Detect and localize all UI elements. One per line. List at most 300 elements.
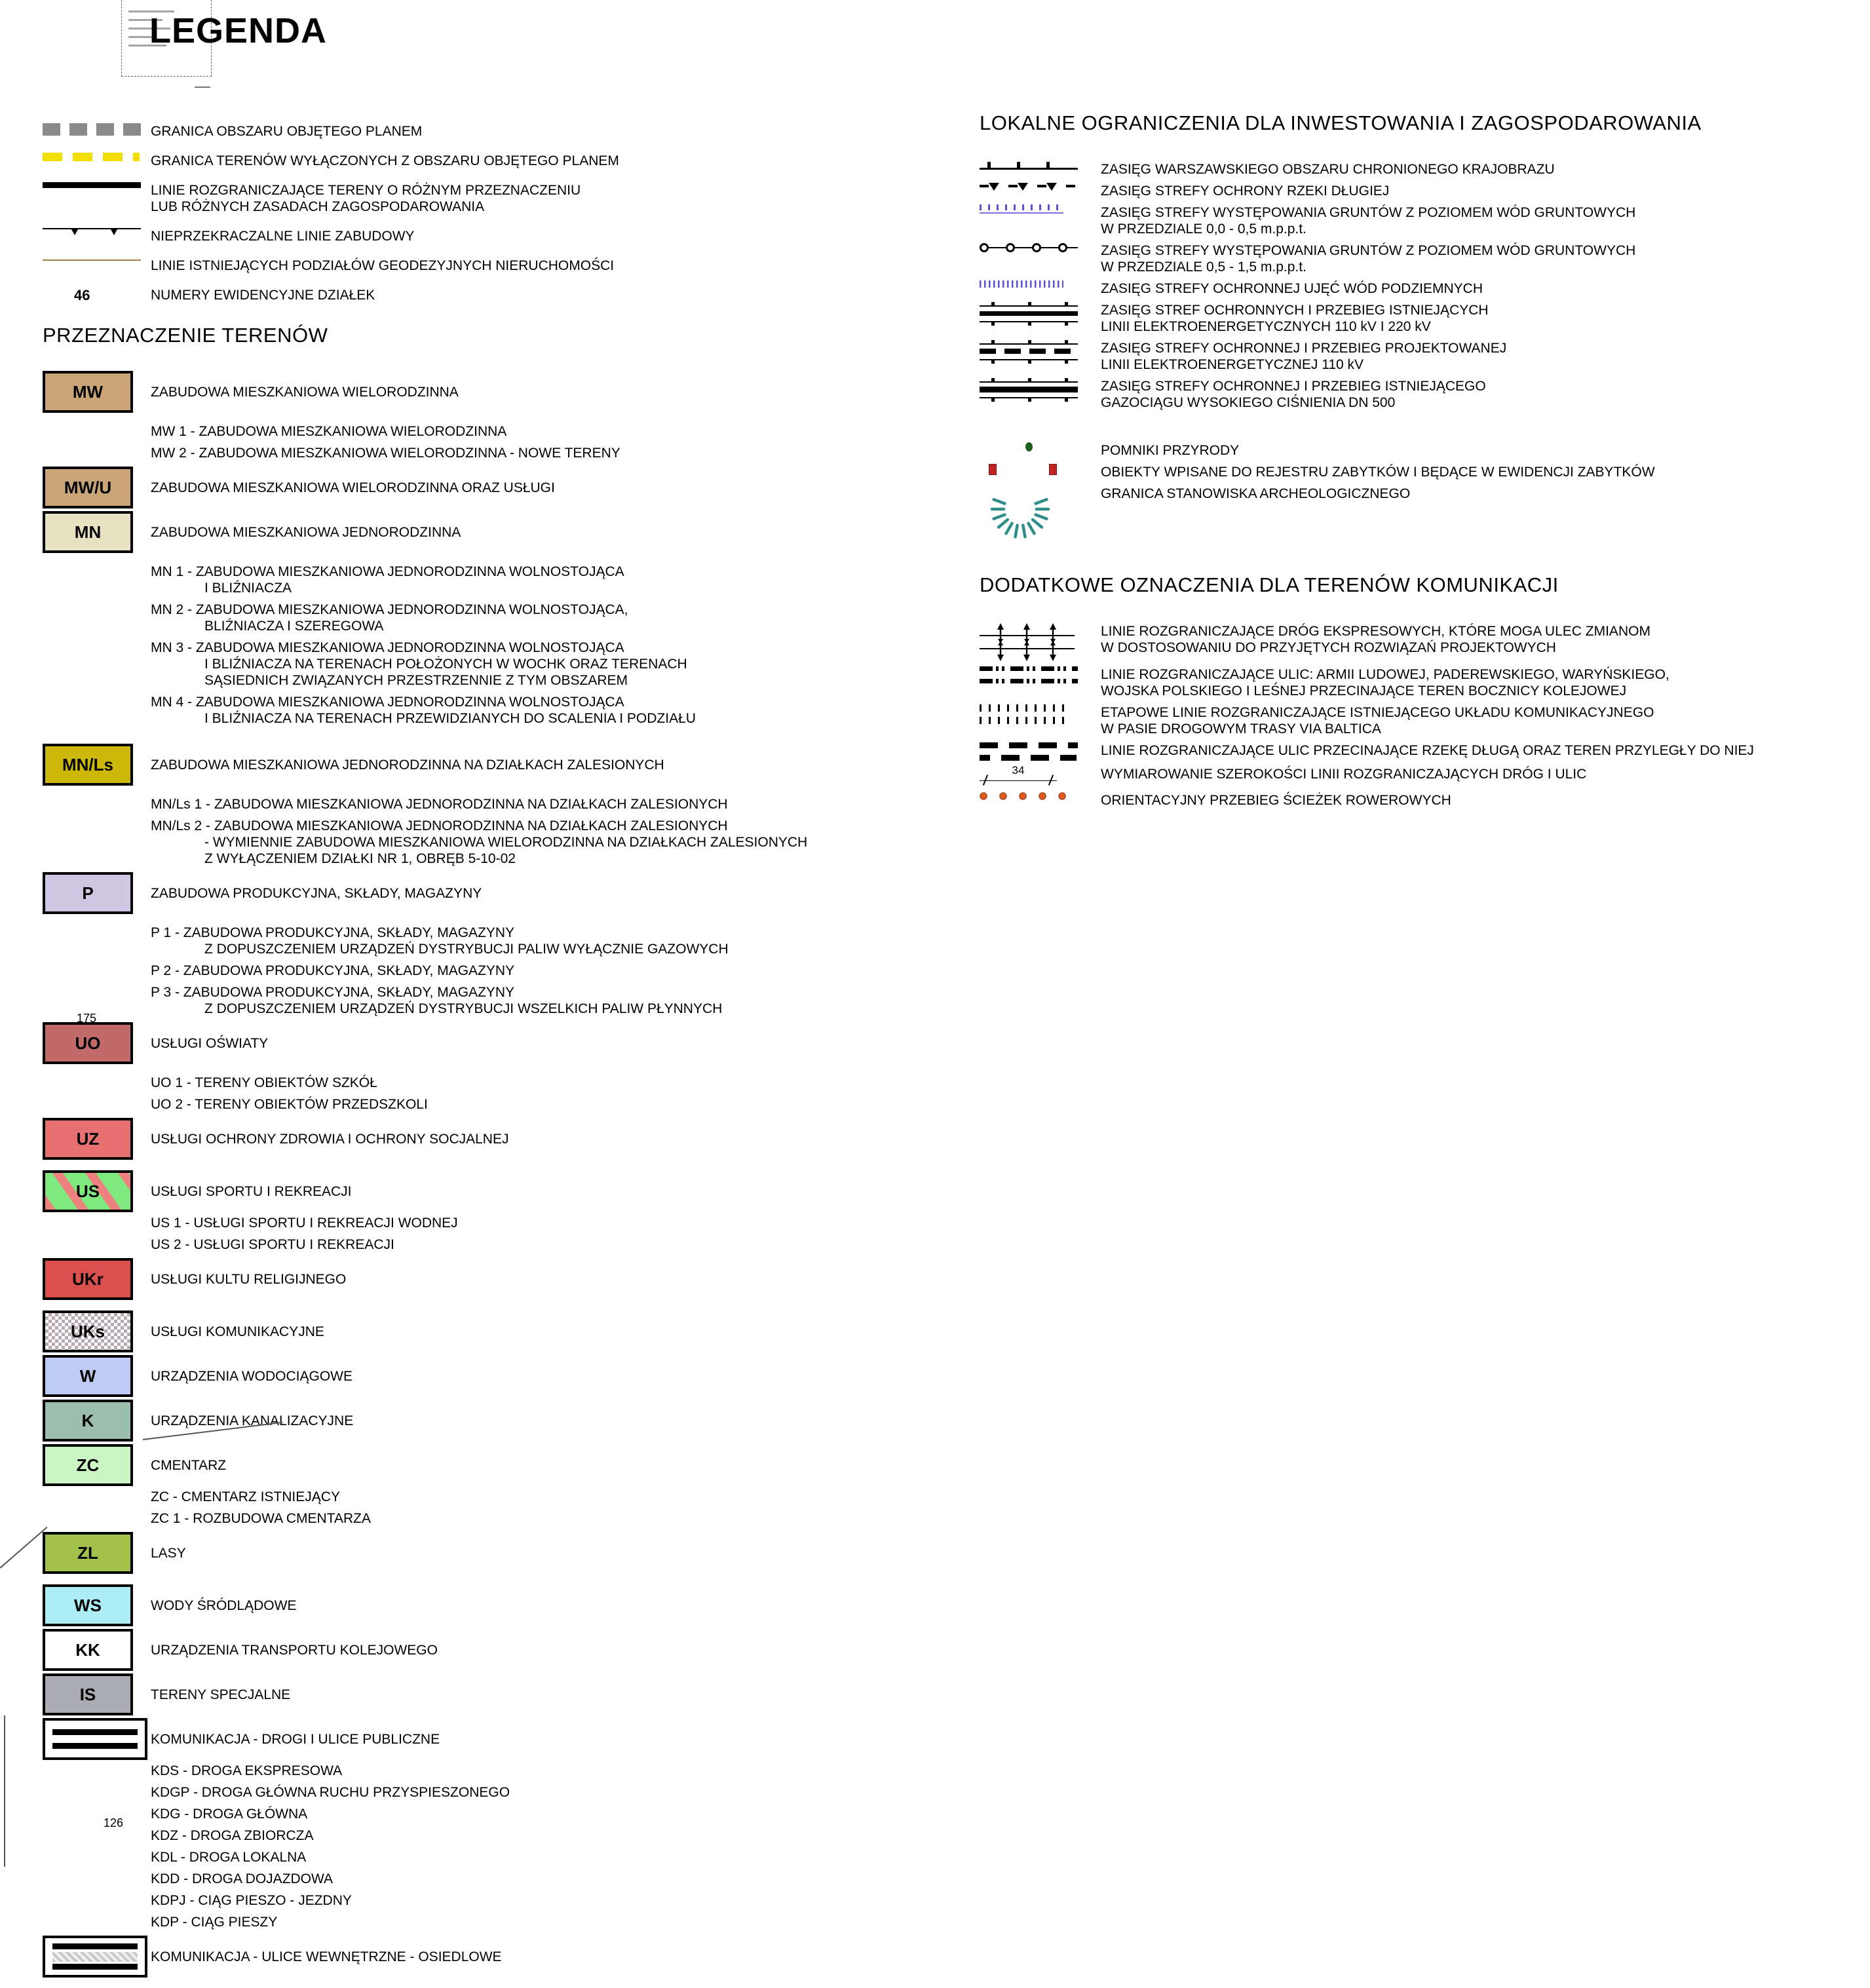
legend-label-line: ZASIĘG STREF OCHRONNYCH I PRZEBIEG ISTNIEJĄCYCH bbox=[1101, 303, 1489, 318]
label-cell bbox=[1101, 378, 1867, 411]
legend-label-line: TERENY SPECJALNE bbox=[151, 1687, 291, 1702]
legend-label-line: BLIŹNIACZA I SZEREGOWA bbox=[204, 619, 384, 634]
legend-row bbox=[43, 1310, 966, 1352]
symbol-cell bbox=[43, 1355, 151, 1397]
symbol-cell bbox=[43, 1584, 151, 1626]
symbol-cell bbox=[43, 818, 151, 823]
legend-row bbox=[43, 228, 966, 244]
symbol-cell bbox=[43, 228, 151, 238]
swatch-zl bbox=[43, 1532, 133, 1574]
legend-row bbox=[43, 1012, 966, 1064]
label-cell bbox=[151, 1324, 966, 1340]
legend-label-line: LINIE ROZGRANICZAJĄCE DRÓG EKSPRESOWYCH, KTÓRE MOGA ULEC ZMIANOM bbox=[1101, 624, 1651, 639]
swatch-code-label: WS bbox=[74, 1595, 102, 1615]
legend-row bbox=[43, 1215, 966, 1231]
label-cell bbox=[151, 1413, 966, 1429]
legend-row bbox=[43, 1355, 966, 1397]
swatch-code-label: KK bbox=[75, 1639, 100, 1660]
label-cell bbox=[1101, 766, 1867, 782]
swatch-k bbox=[43, 1400, 133, 1442]
label-cell bbox=[1101, 742, 1867, 759]
dimensioning-icon bbox=[980, 766, 1057, 787]
legend-row bbox=[43, 744, 966, 786]
right-column bbox=[980, 111, 1867, 814]
legend-row bbox=[43, 1849, 966, 1865]
symbol-cell bbox=[43, 123, 151, 136]
label-cell bbox=[151, 694, 966, 727]
swatch-code-label: ZC bbox=[76, 1455, 100, 1475]
legend-label-line: USŁUGI KOMUNIKACYJNE bbox=[151, 1324, 324, 1339]
legend-label-line: OBIEKTY WPISANE DO REJESTRU ZABYTKÓW I BĘDĄCE W EWIDENCJI ZABYTKÓW bbox=[1101, 465, 1655, 480]
label-cell bbox=[151, 640, 966, 689]
power-existing-icon bbox=[980, 302, 1078, 326]
street-dashdot-icon bbox=[980, 666, 1078, 685]
label-cell bbox=[151, 1368, 966, 1385]
swatch-p bbox=[43, 872, 133, 914]
symbol-cell bbox=[43, 511, 151, 553]
symbol-cell bbox=[980, 486, 1101, 546]
legend-row bbox=[43, 1510, 966, 1527]
swatch-code-label: MN/Ls bbox=[62, 754, 113, 774]
legend-label-line: P 2 - ZABUDOWA PRODUKCYJNA, SKŁADY, MAGAZYNY bbox=[151, 963, 515, 978]
legend-label-line: KDL - DROGA LOKALNA bbox=[151, 1850, 307, 1865]
symbol-cell bbox=[43, 1629, 151, 1671]
symbol-cell bbox=[43, 182, 151, 188]
legend-label-line: W PRZEDZIALE 0,5 - 1,5 m.p.p.t. bbox=[1101, 259, 1307, 275]
legend-label-line: ZABUDOWA MIESZKANIOWA WIELORODZINNA bbox=[151, 384, 459, 400]
power-planned-icon bbox=[980, 340, 1078, 364]
label-cell bbox=[151, 602, 966, 634]
label-cell bbox=[1101, 666, 1867, 699]
symbol-cell bbox=[43, 1827, 151, 1833]
label-cell bbox=[151, 1914, 966, 1930]
swatch-mn bbox=[43, 511, 133, 553]
legend-label-line: LINIE ROZGRANICZAJĄCE ULIC: ARMII LUDOWEJ, PADEREWSKIEGO, WARYŃSKIEGO, bbox=[1101, 667, 1670, 682]
legend-label-line: LUB RÓŻNYCH ZASADACH ZAGOSPODAROWANIA bbox=[151, 199, 485, 214]
symbol-cell bbox=[43, 1532, 151, 1574]
symbol-cell bbox=[43, 1096, 151, 1101]
legend-row bbox=[980, 161, 1867, 178]
label-cell bbox=[1101, 623, 1867, 656]
legend-label-line: URZĄDZENIA WODOCIĄGOWE bbox=[151, 1368, 353, 1384]
legend-label-line: ZASIĘG STREFY WYSTĘPOWANIA GRUNTÓW Z POZIOMEM WÓD GRUNTOWYCH bbox=[1101, 205, 1636, 220]
swatch-code-label: ZL bbox=[77, 1542, 98, 1563]
legend-label-line: LASY bbox=[151, 1545, 186, 1561]
swatch-uz bbox=[43, 1118, 133, 1160]
page-edge-line bbox=[4, 1715, 5, 1867]
label-cell bbox=[1101, 340, 1867, 373]
legend-label-line: LINIE ROZGRANICZAJĄCE ULIC PRZECINAJĄCE RZEKĘ DŁUGĄ ORAZ TEREN PRZYLEGŁY DO NIEJ bbox=[1101, 743, 1754, 758]
legend-label-line: UO 2 - TERENY OBIEKTÓW PRZEDSZKOLI bbox=[151, 1097, 428, 1112]
legend-row bbox=[43, 1914, 966, 1930]
label-cell bbox=[151, 1075, 966, 1091]
legend-label-line: LINIE ROZGRANICZAJĄCE TERENY O RÓŻNYM PRZEZNACZENIU bbox=[151, 183, 581, 198]
legend-row bbox=[43, 963, 966, 979]
symbol-cell bbox=[43, 1871, 151, 1876]
legend-label-line: - WYMIENNIE ZABUDOWA MIESZKANIOWA WIELORODZINNA NA DZIAŁKACH ZALESIONYCH bbox=[204, 835, 808, 850]
symbol-cell bbox=[980, 378, 1101, 402]
legend-row bbox=[43, 1075, 966, 1091]
legend-row bbox=[43, 153, 966, 169]
legend-label-line: URZĄDZENIA TRANSPORTU KOLEJOWEGO bbox=[151, 1642, 438, 1658]
label-cell bbox=[104, 1816, 966, 1844]
legend-label-line: KDG - DROGA GŁÓWNA bbox=[151, 1806, 308, 1822]
legend-row bbox=[43, 796, 966, 812]
local-restrictions-list bbox=[980, 161, 1867, 546]
label-cell bbox=[151, 963, 966, 979]
label-cell bbox=[151, 1131, 966, 1147]
legend-label-line: NUMERY EWIDENCYJNE DZIAŁEK bbox=[151, 288, 375, 303]
legend-row bbox=[980, 704, 1867, 737]
label-cell bbox=[1101, 464, 1867, 480]
label-cell bbox=[151, 1892, 966, 1909]
label-cell bbox=[151, 524, 966, 541]
symbol-cell bbox=[43, 1936, 151, 1978]
symbol-cell bbox=[43, 153, 151, 161]
legend-label-line: MN 4 - ZABUDOWA MIESZKANIOWA JEDNORODZINNA WOLNOSTOJĄCA bbox=[151, 695, 624, 710]
legend-label-line: NIEPRZEKRACZALNE LINIE ZABUDOWY bbox=[151, 229, 415, 244]
label-cell bbox=[151, 1489, 966, 1505]
artifact-number: 126 bbox=[104, 1816, 124, 1829]
swatch-code-label: K bbox=[81, 1410, 94, 1430]
gw-ticks-icon bbox=[980, 204, 1063, 214]
legend-row bbox=[980, 666, 1867, 699]
legend-row bbox=[43, 872, 966, 914]
symbol-cell bbox=[43, 744, 151, 786]
legend-label-line: SĄSIEDNICH ZWIĄZANYCH PRZESTRZENNIE Z TYM OBSZAREM bbox=[204, 673, 628, 688]
label-cell bbox=[1101, 242, 1867, 275]
legend-label-line: ZABUDOWA MIESZKANIOWA JEDNORODZINNA NA DZIAŁKACH ZALESIONYCH bbox=[151, 757, 664, 773]
section-header-land-use: PRZEZNACZENIE TERENÓW bbox=[43, 324, 328, 347]
left-column bbox=[43, 123, 966, 1988]
legend-row bbox=[980, 766, 1867, 787]
heritage-objects-icon bbox=[980, 464, 1087, 474]
bike-dots-icon bbox=[980, 792, 1078, 801]
legend-row bbox=[43, 287, 966, 304]
symbol-cell bbox=[43, 1118, 151, 1160]
legend-label-line: Z DOPUSZCZENIEM URZĄDZEŃ DYSTRYBUCJI WSZELKICH PALIW PŁYNNYCH bbox=[204, 1001, 723, 1016]
section-header-transport: DODATKOWE OZNACZENIA DLA TERENÓW KOMUNIKACJI bbox=[980, 573, 1559, 596]
symbol-cell bbox=[43, 1236, 151, 1242]
wochk-line-icon bbox=[980, 161, 1078, 170]
legend-label-line: ZABUDOWA PRODUKCYJNA, SKŁADY, MAGAZYNY bbox=[151, 885, 482, 901]
legend-row bbox=[43, 1718, 966, 1760]
legend-row bbox=[43, 694, 966, 727]
legend-row bbox=[980, 242, 1867, 275]
symbol-cell bbox=[43, 1914, 151, 1919]
symbol-cell bbox=[43, 872, 151, 914]
symbol-cell bbox=[43, 1444, 151, 1486]
stray-dash bbox=[195, 86, 210, 88]
symbol-cell bbox=[43, 287, 151, 304]
symbol-cell bbox=[43, 423, 151, 429]
label-cell bbox=[151, 1545, 966, 1561]
legend-row bbox=[43, 123, 966, 140]
symbol-cell bbox=[43, 258, 151, 263]
swatch-code-label: MN bbox=[74, 522, 102, 542]
road-box-internal-icon bbox=[43, 1936, 147, 1978]
swatch-code-label: IS bbox=[79, 1684, 96, 1704]
legend-label-line: KDGP - DROGA GŁÓWNA RUCHU PRZYSPIESZONEGO bbox=[151, 1785, 510, 1800]
legend-row bbox=[43, 1236, 966, 1253]
legend-label-line: LINII ELEKTROENERGETYCZNYCH 110 kV I 220 kV bbox=[1101, 319, 1431, 334]
symbol-cell bbox=[43, 1849, 151, 1854]
symbol-cell bbox=[43, 925, 151, 930]
symbol-cell bbox=[980, 442, 1101, 453]
swatch-ukr bbox=[43, 1258, 133, 1300]
legend-row bbox=[980, 340, 1867, 373]
label-cell bbox=[151, 123, 966, 140]
legend-label-line: ZASIĘG STREFY OCHRONNEJ I PRZEBIEG ISTNIEJĄCEGO bbox=[1101, 379, 1486, 394]
stray-line-is bbox=[0, 1527, 47, 1568]
symbol-cell bbox=[43, 694, 151, 699]
label-cell bbox=[151, 925, 966, 957]
swatch-code-label: W bbox=[79, 1366, 96, 1386]
plan-boundary-icon bbox=[43, 123, 141, 136]
legend-row bbox=[980, 742, 1867, 761]
legend-label-line: MN/Ls 2 - ZABUDOWA MIESZKANIOWA JEDNORODZINNA NA DZIAŁKACH ZALESIONYCH bbox=[151, 818, 728, 833]
swatch-us bbox=[43, 1170, 133, 1212]
legend-row bbox=[43, 1892, 966, 1909]
symbol-cell bbox=[43, 1012, 151, 1064]
river-protection-icon bbox=[980, 183, 1087, 193]
symbol-cell bbox=[43, 1400, 151, 1442]
legend-row bbox=[43, 818, 966, 867]
legend-row bbox=[980, 792, 1867, 809]
legend-label-line: ZASIĘG WARSZAWSKIEGO OBSZARU CHRONIONEGO KRAJOBRAZU bbox=[1101, 162, 1555, 177]
legend-row bbox=[980, 464, 1867, 480]
legend-row bbox=[43, 1584, 966, 1626]
symbol-cell bbox=[43, 640, 151, 645]
label-cell bbox=[151, 287, 966, 303]
symbol-cell bbox=[980, 704, 1101, 724]
label-cell bbox=[151, 1183, 966, 1200]
legend-row bbox=[43, 258, 966, 274]
label-cell bbox=[151, 564, 966, 596]
symbol-cell bbox=[43, 1892, 151, 1898]
legend-row bbox=[43, 602, 966, 634]
label-cell bbox=[151, 1096, 966, 1113]
label-cell bbox=[151, 153, 966, 169]
label-cell bbox=[151, 1731, 966, 1748]
label-cell bbox=[1101, 280, 1867, 297]
road-box-public-icon bbox=[43, 1718, 147, 1760]
legend-row bbox=[43, 1673, 966, 1715]
legend-row bbox=[980, 302, 1867, 335]
legend-row bbox=[43, 1489, 966, 1505]
symbol-cell bbox=[43, 1784, 151, 1789]
label-cell bbox=[151, 1763, 966, 1779]
legend-label-line: ZASIĘG STREFY OCHRONNEJ UJĘĆ WÓD PODZIEMNYCH bbox=[1101, 281, 1483, 296]
legend-label-line: ZABUDOWA MIESZKANIOWA WIELORODZINNA ORAZ USŁUGI bbox=[151, 480, 555, 495]
symbol-cell bbox=[43, 371, 151, 413]
symbol-cell bbox=[980, 302, 1101, 326]
legend-label-line: GAZOCIĄGU WYSOKIEGO CIŚNIENIA DN 500 bbox=[1101, 395, 1396, 410]
label-cell bbox=[151, 1457, 966, 1474]
staged-lines-icon bbox=[980, 704, 1066, 724]
legend-label-line: ZASIĘG STREFY OCHRONNEJ I PRZEBIEG PROJEKTOWANEJ bbox=[1101, 341, 1507, 356]
label-cell bbox=[151, 1215, 966, 1231]
legend-label-line: ZABUDOWA MIESZKANIOWA JEDNORODZINNA bbox=[151, 524, 461, 540]
label-cell bbox=[151, 480, 966, 496]
legend-label-line: ORIENTACYJNY PRZEBIEG ŚCIEŻEK ROWEROWYCH bbox=[1101, 793, 1451, 808]
symbol-cell bbox=[43, 984, 151, 989]
legend-label-line: MN 2 - ZABUDOWA MIESZKANIOWA JEDNORODZINNA WOLNOSTOJĄCA, bbox=[151, 602, 628, 617]
symbol-cell bbox=[43, 445, 151, 450]
legend-label-line: GRANICA OBSZARU OBJĘTEGO PLANEM bbox=[151, 124, 423, 139]
legend-label-line: USŁUGI SPORTU I REKREACJI bbox=[151, 1183, 352, 1199]
symbol-cell bbox=[43, 1673, 151, 1715]
swatch-code-label: P bbox=[82, 883, 94, 903]
section-header-local-restrictions: LOKALNE OGRANICZENIA DLA INWESTOWANIA I ZAGOSPODAROWANIA bbox=[980, 111, 1702, 134]
symbol-cell bbox=[43, 1510, 151, 1516]
dividing-line-icon bbox=[43, 182, 141, 188]
legend-row bbox=[43, 1629, 966, 1671]
legend-label-line: KDZ - DROGA ZBIORCZA bbox=[151, 1828, 314, 1843]
legend-row bbox=[43, 1763, 966, 1779]
legend-row bbox=[43, 1936, 966, 1978]
swatch-kk bbox=[43, 1629, 133, 1671]
geodetic-line-icon bbox=[43, 259, 141, 261]
legend-label-line: USŁUGI OCHRONY ZDROWIA I OCHRONY SOCJALNEJ bbox=[151, 1131, 509, 1147]
label-cell bbox=[151, 1642, 966, 1658]
legend-row bbox=[43, 1816, 966, 1844]
legend-row bbox=[43, 1400, 966, 1442]
symbol-cell bbox=[43, 467, 151, 508]
symbol-cell bbox=[980, 161, 1101, 170]
legend-label-line: MN 1 - ZABUDOWA MIESZKANIOWA JEDNORODZINNA WOLNOSTOJĄCA bbox=[151, 564, 624, 579]
legend-row bbox=[43, 1096, 966, 1113]
legend-row bbox=[43, 564, 966, 596]
label-cell bbox=[1101, 442, 1867, 459]
swatch-code-label: US bbox=[75, 1181, 100, 1201]
legend-label-line: P 3 - ZABUDOWA PRODUKCYJNA, SKŁADY, MAGAZYNY bbox=[151, 985, 515, 1000]
legend-row bbox=[43, 423, 966, 440]
label-cell bbox=[1101, 183, 1867, 199]
transport-markings-list bbox=[980, 623, 1867, 809]
symbol-cell bbox=[980, 766, 1101, 787]
legend-label-line: MN 3 - ZABUDOWA MIESZKANIOWA JEDNORODZINNA WOLNOSTOJĄCA bbox=[151, 640, 624, 655]
legend-row bbox=[980, 280, 1867, 297]
symbol-cell bbox=[980, 623, 1101, 661]
expressway-lines-icon bbox=[980, 623, 1078, 661]
swatch-code-label: MW bbox=[72, 381, 104, 402]
symbol-cell bbox=[43, 1310, 151, 1352]
label-cell bbox=[151, 885, 966, 902]
symbol-cell bbox=[980, 340, 1101, 364]
label-cell bbox=[151, 1871, 966, 1887]
legend-label-line: Z DOPUSZCZENIEM URZĄDZEŃ DYSTRYBUCJI PALIW WYŁĄCZNIE GAZOWYCH bbox=[204, 942, 729, 957]
swatch-uo bbox=[43, 1022, 133, 1064]
symbol-cell bbox=[980, 280, 1101, 288]
dimension-value: 34 bbox=[1012, 764, 1025, 776]
legend-label-line: W PRZEDZIALE 0,0 - 0,5 m.p.p.t. bbox=[1101, 221, 1307, 237]
label-cell bbox=[151, 1597, 966, 1614]
swatch-mn-ls bbox=[43, 744, 133, 786]
legend-row bbox=[43, 1871, 966, 1887]
symbol-cell bbox=[980, 183, 1101, 193]
legend-label-line: POMNIKI PRZYRODY bbox=[1101, 443, 1240, 458]
swatch-code-label: UKs bbox=[70, 1321, 105, 1341]
legend-label-line: KOMUNIKACJA - DROGI I ULICE PUBLICZNE bbox=[151, 1731, 440, 1747]
symbol-cell bbox=[980, 792, 1101, 801]
legend-label-line: P 1 - ZABUDOWA PRODUKCYJNA, SKŁADY, MAGAZYNY bbox=[151, 925, 515, 940]
legend-label-line: USŁUGI OŚWIATY bbox=[151, 1035, 269, 1051]
symbol-cell bbox=[43, 796, 151, 801]
gas-pipeline-icon bbox=[980, 378, 1078, 402]
label-cell bbox=[151, 1949, 966, 1965]
symbol-cell bbox=[980, 742, 1101, 761]
swatch-mw bbox=[43, 371, 133, 413]
legend-label-line: LINIE ISTNIEJĄCYCH PODZIAŁÓW GEODEZYJNYCH NIERUCHOMOŚCI bbox=[151, 258, 615, 273]
legend-label-line: KDPJ - CIĄG PIESZO - JEZDNY bbox=[151, 1893, 352, 1908]
label-cell bbox=[1101, 204, 1867, 237]
legend-label-line: WYMIAROWANIE SZEROKOŚCI LINII ROZGRANICZAJĄCYCH DRÓG I ULIC bbox=[1101, 767, 1587, 782]
legend-label-line: WODY ŚRÓDLĄDOWE bbox=[151, 1597, 297, 1613]
legend-label-line: ZASIĘG STREFY OCHRONY RZEKI DŁUGIEJ bbox=[1101, 183, 1390, 199]
swatch-w bbox=[43, 1355, 133, 1397]
legend-row bbox=[43, 1258, 966, 1300]
intake-ticks-icon bbox=[980, 280, 1063, 288]
label-cell bbox=[151, 1510, 966, 1527]
label-cell bbox=[151, 984, 966, 1017]
legend-label-line: MW 2 - ZABUDOWA MIESZKANIOWA WIELORODZINNA - NOWE TERENY bbox=[151, 446, 620, 461]
legend-row bbox=[980, 183, 1867, 199]
symbol-cell bbox=[43, 1258, 151, 1300]
symbol-cell bbox=[43, 1806, 151, 1811]
symbol-cell bbox=[43, 1489, 151, 1494]
symbol-cell bbox=[43, 1718, 151, 1760]
legend-label-line: US 2 - USŁUGI SPORTU I REKREACJI bbox=[151, 1237, 394, 1252]
symbol-cell bbox=[43, 1075, 151, 1080]
swatch-is bbox=[43, 1673, 133, 1715]
label-cell bbox=[1101, 704, 1867, 737]
parcel-number-icon: 46 bbox=[74, 287, 90, 303]
swatch-zc bbox=[43, 1444, 133, 1486]
label-cell bbox=[151, 384, 966, 400]
legend-row bbox=[43, 182, 966, 215]
symbol-cell bbox=[980, 666, 1101, 685]
legend-label-line: UO 1 - TERENY OBIEKTÓW SZKÓŁ bbox=[151, 1075, 377, 1090]
legend-row bbox=[43, 511, 966, 553]
legend-row bbox=[43, 445, 966, 461]
page-title: LEGENDA bbox=[149, 11, 328, 50]
legend-label-line: ETAPOWE LINIE ROZGRANICZAJĄCE ISTNIEJĄCEGO UKŁADU KOMUNIKACYJNEGO bbox=[1101, 705, 1654, 720]
legend-label-line: Z WYŁĄCZENIEM DZIAŁKI NR 1, OBRĘB 5-10-02 bbox=[204, 851, 516, 866]
legend-label-line: WOJSKA POLSKIEGO I LEŚNEJ PRZECINAJĄCE TEREN BOCZNICY KOLEJOWEJ bbox=[1101, 683, 1627, 698]
label-cell bbox=[151, 1271, 966, 1288]
symbol-cell bbox=[980, 464, 1101, 474]
swatch-code-label: UZ bbox=[76, 1128, 100, 1149]
legend-label-line: MN/Ls 1 - ZABUDOWA MIESZKANIOWA JEDNORODZINNA NA DZIAŁKACH ZALESIONYCH bbox=[151, 797, 728, 812]
legend-row bbox=[980, 623, 1867, 661]
label-cell bbox=[151, 423, 966, 440]
legend-row bbox=[980, 204, 1867, 237]
legend-label-line: URZĄDZENIA KANALIZACYJNE bbox=[151, 1413, 354, 1428]
artifact-number: 175 bbox=[77, 1012, 97, 1025]
label-cell bbox=[151, 228, 966, 244]
symbol-cell bbox=[43, 564, 151, 569]
building-line-icon bbox=[43, 228, 141, 238]
legend-row bbox=[43, 1532, 966, 1574]
legend-row bbox=[43, 1806, 966, 1822]
legend-row bbox=[980, 442, 1867, 459]
label-cell bbox=[151, 258, 966, 274]
label-cell bbox=[1101, 792, 1867, 809]
archeological-site-icon bbox=[980, 486, 1071, 546]
legend-label-line: I BLIŹNIACZA bbox=[204, 581, 292, 596]
legend-label-line: US 1 - USŁUGI SPORTU I REKREACJI WODNEJ bbox=[151, 1215, 458, 1231]
